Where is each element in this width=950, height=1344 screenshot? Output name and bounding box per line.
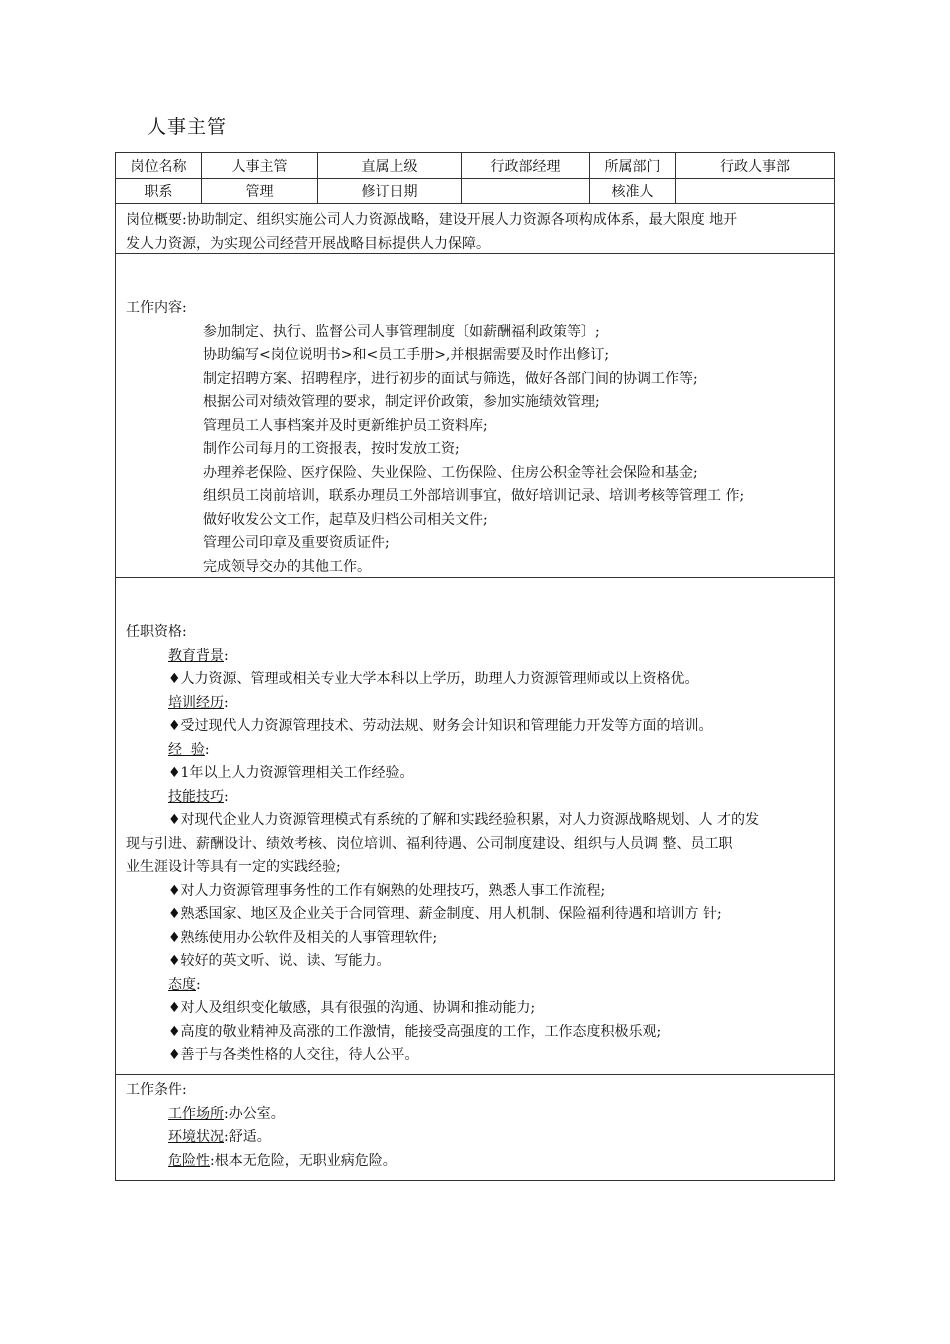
overview-section	[116, 203, 834, 254]
header-cell-label-job-family: 职系	[116, 178, 202, 203]
skills-item: ♦较好的英文听、说、读、写能力。	[168, 953, 391, 969]
hazard-label: 危险性	[168, 1152, 210, 1169]
label-colon: :	[224, 694, 229, 711]
job-description-table	[115, 152, 835, 1181]
training-label-text: 培训经历	[168, 694, 224, 711]
overview-line: 岗位概要:协助制定、组织实施公司人力资源战略，建设开展人力资源各项构成体系，最大限度 地开	[126, 212, 738, 228]
header-cell-position-value: 人事主管	[202, 153, 318, 178]
work-conditions-section	[116, 1075, 834, 1180]
work-item: 管理员工人事档案并及时更新维护员工资料库;	[203, 417, 488, 434]
skills-label	[126, 786, 834, 810]
header-cell-label-position: 岗位名称	[116, 153, 202, 178]
header-cell-label-revision-date: 修订日期	[318, 178, 462, 203]
environment-value: :舒适。	[224, 1129, 271, 1145]
hazard-value: :根本无危险，无职业病危险。	[210, 1152, 397, 1169]
attitude-label	[126, 974, 834, 998]
skills-item: ♦对人力资源管理事务性的工作有娴熟的处理技巧，熟悉人事工作流程;	[168, 882, 606, 899]
work-content-section	[116, 254, 834, 578]
header-cell-label-approver: 核准人	[590, 178, 676, 203]
attitude-item: ♦对人及组织变化敏感，具有很强的沟通、协调和推动能力;	[168, 1000, 536, 1016]
hazard-line	[126, 1150, 834, 1174]
label-colon: :	[204, 741, 210, 758]
environment-line	[126, 1126, 834, 1150]
work-content-heading: 工作内容:	[126, 300, 187, 316]
page-title: 人事主管	[147, 116, 228, 138]
experience-label	[126, 739, 834, 763]
label-colon: :	[224, 647, 229, 664]
work-item: 完成领导交办的其他工作。	[203, 558, 371, 575]
workplace-value: :办公室。	[224, 1105, 285, 1122]
skills-item: ♦熟悉国家、地区及企业关于合同管理、薪金制度、用人机制、保险福利待遇和培训方 针;	[168, 906, 722, 922]
work-item: 制作公司每月的工资报表，按时发放工资;	[203, 441, 460, 457]
work-item: 办理养老保险、医疗保险、失业保险、工伤保险、住房公积金等社会保险和基金;	[203, 464, 698, 481]
label-colon: :	[196, 976, 201, 993]
header-cell-label-department: 所属部门	[590, 153, 676, 178]
work-item: 组织员工岗前培训，联系办理员工外部培训事宜，做好培训记录、培训考核等管理工 作;	[203, 488, 745, 504]
header-cell-job-family-value: 管理	[202, 178, 318, 203]
work-item: 管理公司印章及重要资质证件;	[203, 535, 390, 551]
skills-paragraph-line: 业生涯设计等具有一定的实践经验;	[126, 859, 341, 875]
training-item: ♦受过现代人力资源管理技术、劳动法规、财务会计知识和管理能力开发等方面的培训。	[168, 718, 713, 734]
work-item: 根据公司对绩效管理的要求，制定评价政策，参加实施绩效管理;	[203, 394, 600, 410]
qualifications-section	[116, 578, 834, 1075]
attitude-label-text: 态度	[168, 976, 196, 993]
skills-paragraph-line: 现与引进、薪酬设计、绩效考核、岗位培训、福利待遇、公司制度建设、组织与人员调 整、员工职	[126, 835, 733, 852]
skills-paragraph-line: ♦对现代企业人力资源管理模式有系统的了解和实践经验积累，对人力资源战略规划、人 才的发	[168, 812, 759, 828]
qualifications-heading: 任职资格:	[126, 624, 187, 640]
work-item: 协助编写<岗位说明书>和<员工手册>,并根据需要及时作出修订;	[203, 347, 610, 363]
header-row-2	[116, 178, 834, 204]
header-cell-department-value: 行政人事部	[720, 159, 790, 175]
attitude-item: ♦善于与各类性格的人交往，待人公平。	[168, 1047, 419, 1063]
experience-label-text: 经 验	[168, 741, 205, 758]
work-item: 做好收发公文工作，起草及归档公司相关文件;	[203, 511, 488, 528]
workplace-label: 工作场所	[168, 1105, 224, 1122]
header-cell-label-supervisor: 直属上级	[318, 153, 462, 178]
work-item: 参加制定、执行、监督公司人事管理制度〔如薪酬福利政策等〕;	[203, 323, 600, 340]
experience-item: ♦1年以上人力资源管理相关工作经验。	[168, 765, 414, 781]
education-item: ♦人力资源、管理或相关专业大学本科以上学历，助理人力资源管理师或以上资格优。	[168, 671, 699, 687]
header-cell-approver-value	[676, 178, 834, 203]
attitude-item: ♦高度的敬业精神及高涨的工作激情，能接受高强度的工作，工作态度积极乐观;	[168, 1023, 662, 1040]
education-label	[126, 645, 834, 669]
work-conditions-heading: 工作条件:	[126, 1082, 187, 1098]
header-row-1	[116, 153, 834, 179]
workplace-line	[126, 1103, 834, 1127]
work-item: 制定招聘方案、招聘程序，进行初步的面试与筛选，做好各部门间的协调工作等;	[203, 370, 698, 387]
environment-label: 环境状况	[168, 1129, 224, 1145]
skills-label-text: 技能技巧	[168, 788, 224, 805]
education-label-text: 教育背景	[168, 647, 224, 664]
skills-item: ♦熟练使用办公软件及相关的人事管理软件;	[168, 929, 438, 946]
header-cell-supervisor-value: 行政部经理	[462, 153, 590, 178]
header-cell-revision-date-value	[462, 178, 590, 203]
label-colon: :	[224, 788, 229, 805]
training-label	[126, 692, 834, 716]
overview-line: 发人力资源，为实现公司经营开展战略目标提供人力保障。	[126, 235, 490, 252]
